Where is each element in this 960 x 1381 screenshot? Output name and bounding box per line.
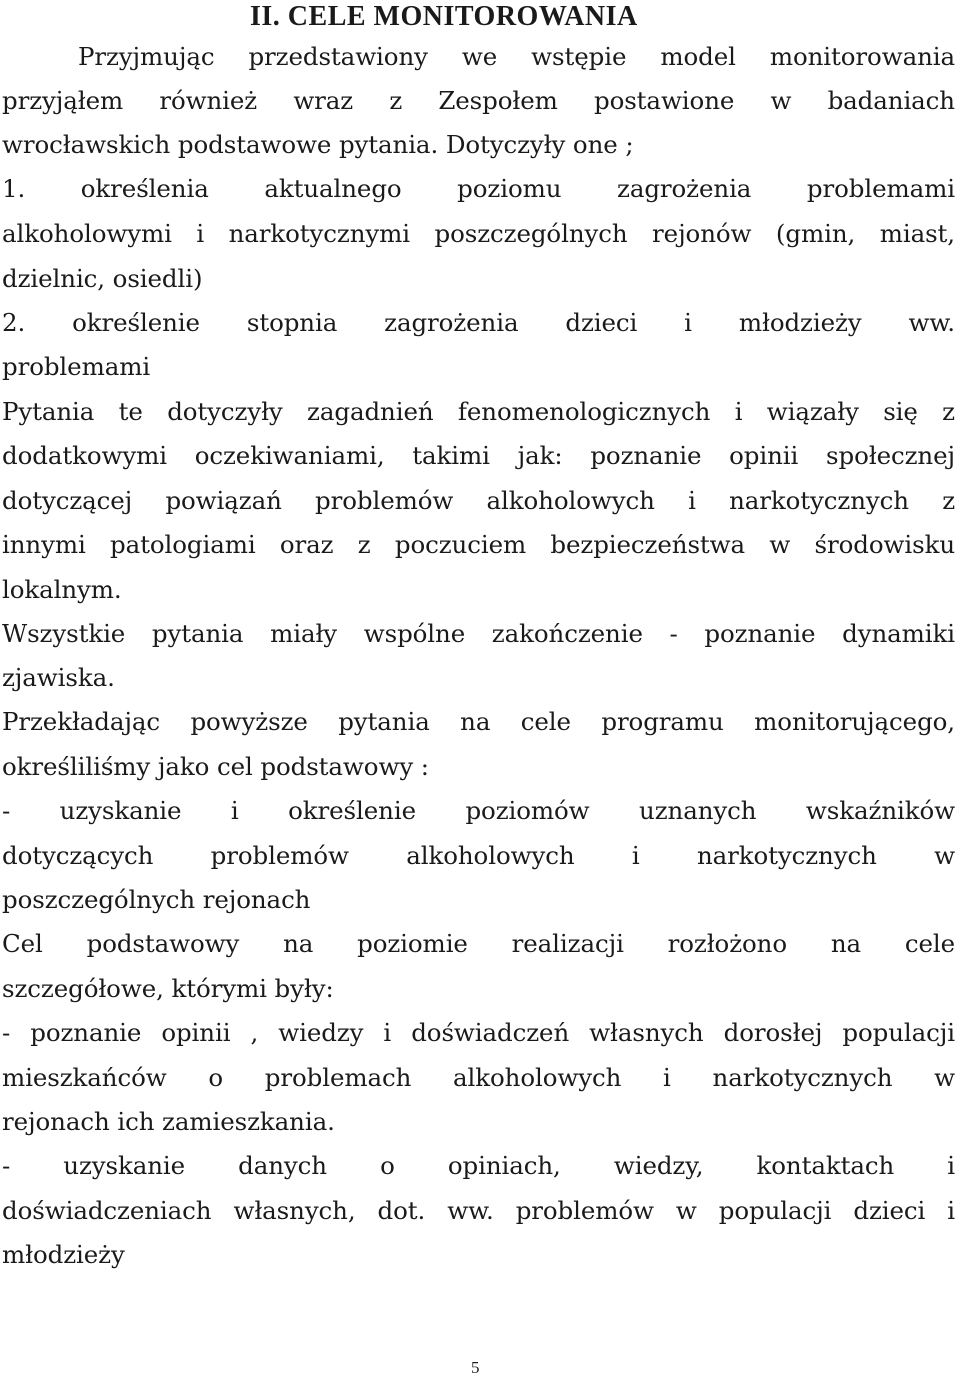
paragraph-line: doświadczeniach własnych, dot. ww. problemów w populacji dzieci i [2, 1196, 955, 1225]
paragraph-line: dotyczącej powiązań problemów alkoholowych i narkotycznych z [2, 486, 955, 515]
paragraph-line: określiliśmy jako cel podstawowy : [2, 752, 429, 781]
paragraph-line: młodzieży [2, 1240, 125, 1269]
paragraph-line: lokalnym. [2, 575, 122, 604]
paragraph-line: mieszkańców o problemach alkoholowych i narkotycznych w [2, 1063, 955, 1092]
paragraph-line: Przekładając powyższe pytania na cele programu monitorującego, [2, 707, 955, 736]
section-title: II. CELE MONITOROWANIA [250, 1, 638, 32]
paragraph-line: zjawiska. [2, 663, 115, 692]
paragraph-line: dzielnic, osiedli) [2, 264, 203, 293]
paragraph-line: - uzyskanie danych o opiniach, wiedzy, kontaktach i [2, 1151, 955, 1180]
paragraph-line: rejonach ich zamieszkania. [2, 1107, 335, 1136]
paragraph-line: Przyjmując przedstawiony we wstępie model monitorowania [78, 42, 955, 71]
paragraph-line: - uzyskanie i określenie poziomów uznanych wskaźników [2, 796, 955, 825]
paragraph-line: innymi patologiami oraz z poczuciem bezpieczeństwa w środowisku [2, 530, 955, 559]
paragraph-line: alkoholowymi i narkotycznymi poszczególnych rejonów (gmin, miast, [2, 219, 955, 248]
paragraph-line: problemami [2, 352, 151, 381]
paragraph-line: przyjąłem również wraz z Zespołem postawione w badaniach [2, 86, 955, 115]
paragraph-line: poszczególnych rejonach [2, 885, 311, 914]
paragraph-line: 1. określenia aktualnego poziomu zagrożenia problemami [2, 174, 955, 203]
paragraph-line: 2. określenie stopnia zagrożenia dzieci i młodzieży ww. [2, 308, 955, 337]
paragraph-line: Wszystkie pytania miały wspólne zakończenie - poznanie dynamiki [2, 619, 955, 648]
paragraph-line: szczegółowe, którymi były: [2, 974, 334, 1003]
paragraph-line: Cel podstawowy na poziomie realizacji rozłożono na cele [2, 929, 955, 958]
paragraph-line: dotyczących problemów alkoholowych i narkotycznych w [2, 841, 955, 870]
paragraph-line: dodatkowymi oczekiwaniami, takimi jak: poznanie opinii społecznej [2, 441, 955, 470]
page-number: 5 [471, 1358, 480, 1377]
paragraph-line: wrocławskich podstawowe pytania. Dotyczyły one ; [2, 130, 634, 159]
paragraph-line: - poznanie opinii , wiedzy i doświadczeń własnych dorosłej populacji [2, 1018, 955, 1047]
paragraph-line: Pytania te dotyczyły zagadnień fenomenologicznych i wiązały się z [2, 397, 955, 426]
